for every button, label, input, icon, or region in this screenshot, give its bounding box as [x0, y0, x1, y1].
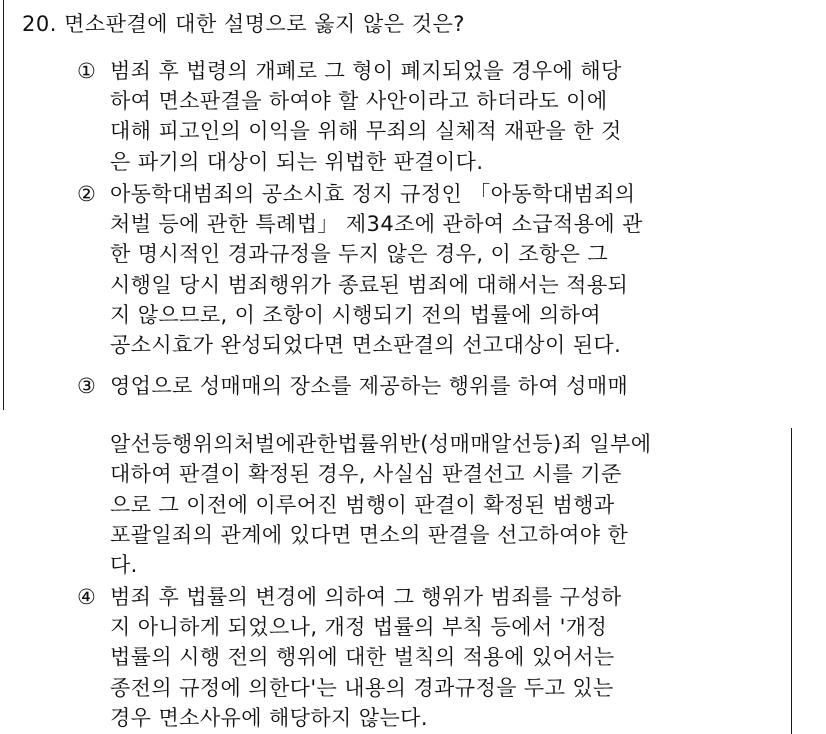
option-2-line-1: 아동학대범죄의 공소시효 정지 규정인 「아동학대범죄의 — [110, 182, 636, 206]
option-2-line-5: 지 않으므로, 이 조항이 시행되기 전의 법률에 의하여 — [110, 302, 602, 327]
option-2-line-6: 공소시효가 완성되었다면 면소판결의 선고대상이 된다. — [110, 333, 622, 358]
option-2-line-3: 한 명시적인 경과규정을 두지 않은 경우, 이 조항은 그 — [110, 242, 609, 267]
option-1-line-1: 범죄 후 법령의 개폐로 그 형이 폐지되었을 경우에 해당 — [110, 59, 622, 83]
option-3-line-3: 대하여 판결이 확정된 경우, 사실심 판결선고 시를 기준 — [110, 462, 622, 487]
option-2[interactable] — [77, 179, 767, 360]
right-column-border — [791, 428, 792, 734]
column-break-gap — [77, 401, 767, 429]
option-3-line-2: 알선등행위의처벌에관한법률위반(성매매알선등)죄 일부에 — [110, 432, 652, 457]
option-4-line-1: 범죄 후 법률의 변경에 의하여 그 행위가 범죄를 구성하 — [110, 585, 622, 609]
left-column-border — [3, 0, 4, 410]
option-4-line-4: 종전의 규정에 의한다'는 내용의 경과규정을 두고 있는 — [110, 675, 614, 700]
option-4[interactable] — [77, 582, 767, 733]
option-1-line-2: 하여 면소판결을 하여야 할 사안이라고 하더라도 이에 — [110, 89, 608, 114]
option-4-line-3: 법률의 시행 전의 행위에 대한 벌칙의 적용에 있어서는 — [110, 645, 615, 670]
option-4-number: ④ — [77, 585, 97, 609]
option-4-line-2: 지 아니하게 되었으나, 개정 법률의 부칙 등에서 '개정 — [110, 615, 608, 640]
option-4-line-5: 경우 면소사유에 해당하지 않는다. — [110, 705, 428, 730]
option-3-line-4: 으로 그 이전에 이루어진 범행이 판결이 확정된 범행과 — [110, 492, 615, 517]
option-2-number: ② — [77, 182, 97, 206]
option-1-number: ① — [77, 59, 97, 83]
option-3-line-6: 다. — [110, 553, 138, 578]
option-1-line-4: 은 파기의 대상이 되는 위법한 판결이다. — [110, 149, 484, 174]
option-1[interactable] — [77, 56, 767, 177]
option-2-line-4: 시행일 당시 범죄행위가 종료된 범죄에 대해서는 적용되 — [110, 272, 629, 297]
option-3-line-5: 포괄일죄의 관계에 있다면 면소의 판결을 선고하여야 한 — [110, 522, 629, 547]
option-3[interactable] — [77, 371, 767, 580]
option-1-line-3: 대해 피고인의 이익을 위해 무죄의 실체적 재판을 한 것 — [110, 119, 622, 144]
option-2-line-2: 처벌 등에 관한 특례법」 제34조에 관하여 소급적용에 관 — [110, 212, 643, 237]
option-3-line-1: 영업으로 성매매의 장소를 제공하는 행위를 하여 성매매 — [110, 374, 629, 398]
option-3-number: ③ — [77, 374, 97, 398]
question-title: 20. 면소판결에 대한 설명으로 옳지 않은 것은? — [22, 12, 465, 36]
